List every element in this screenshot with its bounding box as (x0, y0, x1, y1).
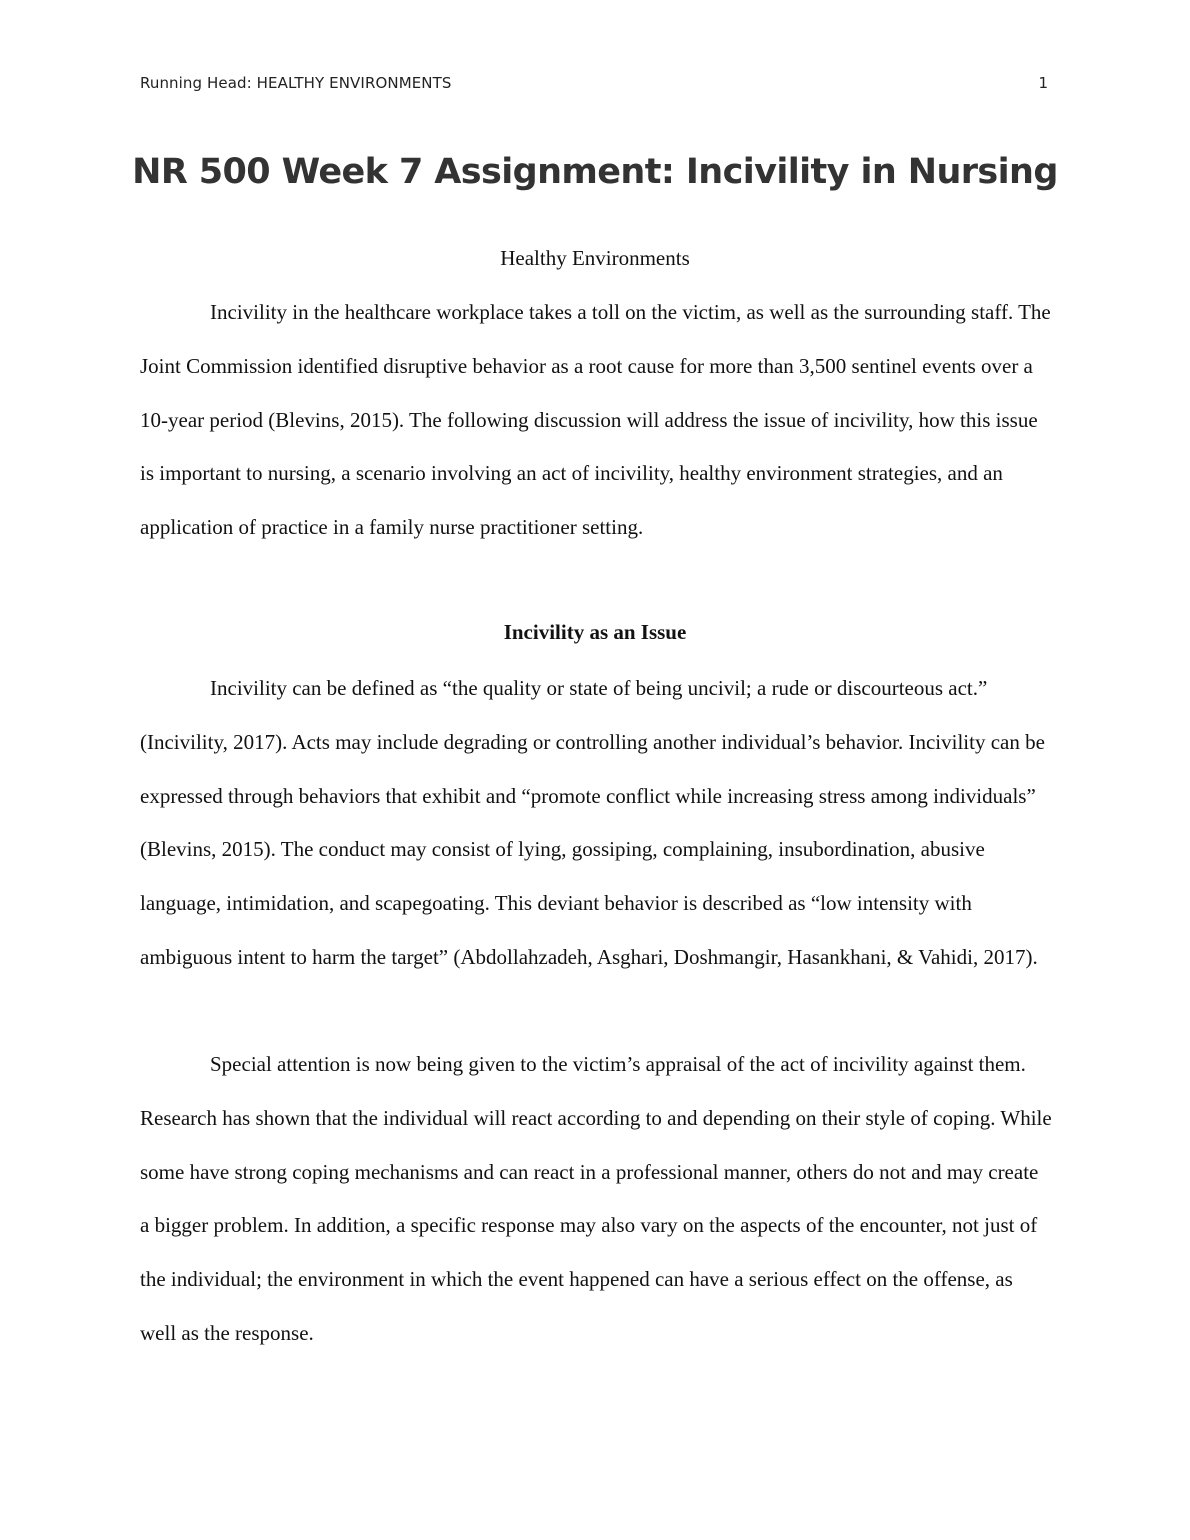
page-number: 1 (1038, 74, 1048, 92)
section-heading: Incivility as an Issue (503, 620, 687, 644)
appraisal-paragraph: Special attention is now being given to the victim’s appraisal of the act of incivility against them. Research has shown that the individual will react according to and depending on their style of coping. While some have strong coping mechanisms and can react in a professional manner, others do not and may create a bigger problem. In addition, a specific response may also vary on the aspects of the encounter, not just of the individual; the environment in which the event happened can have a serious effect on the offense, as well as the response. (140, 1052, 1052, 1345)
definition-paragraph: Incivility can be defined as “the quality or state of being uncivil; a rude or discourteous act.” (Incivility, 2017). Acts may include degrading or controlling another individual’s behavior. Incivility can be expressed through behaviors that exhibit and “promote conflict while increasing stress among individuals” (Blevins, 2015). The conduct may consist of lying, gossiping, complaining, insubordination, abusive language, intimidation, and scapegoating. This deviant behavior is described as “low intensity with ambiguous intent to harm the target” (Abdollahzadeh, Asghari, Doshmangir, Hasankhani, & Vahidi, 2017). (140, 676, 1045, 969)
running-head: Running Head: HEALTHY ENVIRONMENTS (140, 74, 452, 92)
intro-paragraph: Incivility in the healthcare workplace takes a toll on the victim, as well as the surrounding staff. The Joint Commission identified disruptive behavior as a root cause for more than 3,500 sentinel events over a 10-year period (Blevins, 2015). The following discussion will address the issue of incivility, how this issue is important to nursing, a scenario involving an act of incivility, healthy environment strategies, and an application of practice in a family nurse practitioner setting. (140, 300, 1051, 540)
document-title: NR 500 Week 7 Assignment: Incivility in Nursing (132, 152, 1058, 192)
document-subtitle: Healthy Environments (500, 246, 690, 270)
